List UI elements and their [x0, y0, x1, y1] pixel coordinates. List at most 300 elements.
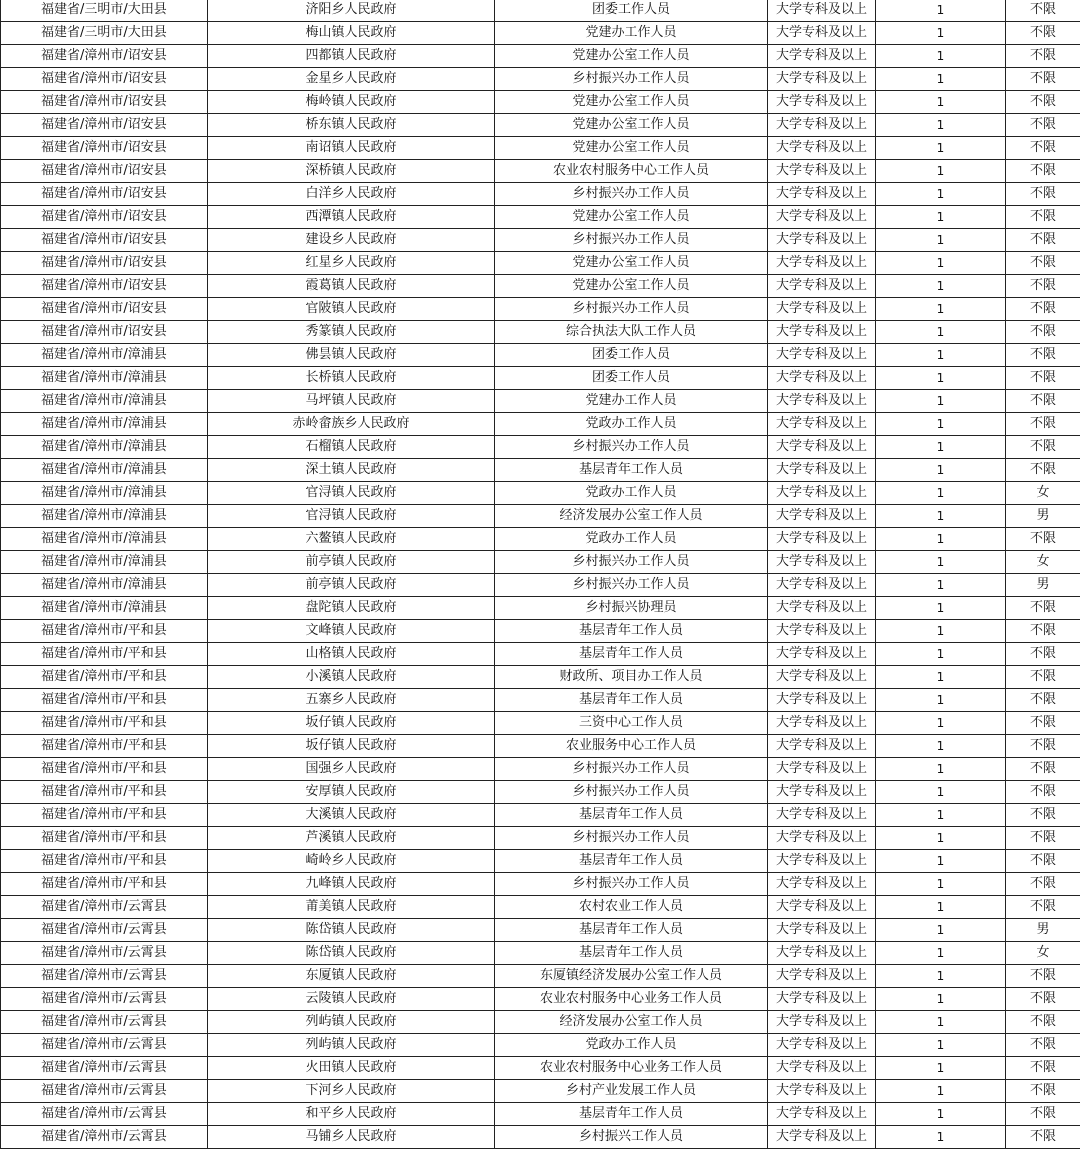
gender-cell: 不限 — [1006, 183, 1080, 206]
employer-cell: 深土镇人民政府 — [208, 459, 495, 482]
education-cell: 大学专科及以上 — [768, 229, 876, 252]
employer-cell: 深桥镇人民政府 — [208, 160, 495, 183]
gender-cell: 不限 — [1006, 298, 1080, 321]
education-cell: 大学专科及以上 — [768, 804, 876, 827]
table-row — [1, 459, 1080, 482]
region-cell: 福建省/漳州市/云霄县 — [1, 1011, 208, 1034]
gender-cell: 不限 — [1006, 390, 1080, 413]
gender-cell: 不限 — [1006, 0, 1080, 22]
table-row — [1, 781, 1080, 804]
region-cell: 福建省/漳州市/诏安县 — [1, 91, 208, 114]
education-cell: 大学专科及以上 — [768, 965, 876, 988]
gender-cell: 不限 — [1006, 988, 1080, 1011]
gender-cell: 不限 — [1006, 827, 1080, 850]
position-cell: 基层青年工作人员 — [495, 689, 768, 712]
count-cell: 1 — [876, 597, 1006, 620]
table-row — [1, 183, 1080, 206]
employer-cell: 和平乡人民政府 — [208, 1103, 495, 1126]
table-row — [1, 137, 1080, 160]
count-cell: 1 — [876, 919, 1006, 942]
table-row — [1, 873, 1080, 896]
education-cell: 大学专科及以上 — [768, 827, 876, 850]
gender-cell: 不限 — [1006, 643, 1080, 666]
table-row — [1, 1103, 1080, 1126]
education-cell: 大学专科及以上 — [768, 528, 876, 551]
education-cell: 大学专科及以上 — [768, 505, 876, 528]
position-cell: 农业农村服务中心业务工作人员 — [495, 988, 768, 1011]
employer-cell: 火田镇人民政府 — [208, 1057, 495, 1080]
position-cell: 党建办公室工作人员 — [495, 91, 768, 114]
count-cell: 1 — [876, 781, 1006, 804]
employer-cell: 秀篆镇人民政府 — [208, 321, 495, 344]
education-cell: 大学专科及以上 — [768, 298, 876, 321]
education-cell: 大学专科及以上 — [768, 1057, 876, 1080]
gender-cell: 不限 — [1006, 620, 1080, 643]
employer-cell: 桥东镇人民政府 — [208, 114, 495, 137]
education-cell: 大学专科及以上 — [768, 689, 876, 712]
employer-cell: 佛昙镇人民政府 — [208, 344, 495, 367]
position-cell: 财政所、项目办工作人员 — [495, 666, 768, 689]
region-cell: 福建省/漳州市/漳浦县 — [1, 574, 208, 597]
education-cell: 大学专科及以上 — [768, 781, 876, 804]
table-row — [1, 712, 1080, 735]
count-cell: 1 — [876, 1011, 1006, 1034]
table-row — [1, 298, 1080, 321]
gender-cell: 不限 — [1006, 597, 1080, 620]
region-cell: 福建省/漳州市/漳浦县 — [1, 551, 208, 574]
position-cell: 基层青年工作人员 — [495, 1103, 768, 1126]
education-cell: 大学专科及以上 — [768, 574, 876, 597]
gender-cell: 男 — [1006, 919, 1080, 942]
table-row — [1, 413, 1080, 436]
education-cell: 大学专科及以上 — [768, 735, 876, 758]
employer-cell: 马坪镇人民政府 — [208, 390, 495, 413]
position-cell: 乡村振兴办工作人员 — [495, 781, 768, 804]
region-cell: 福建省/漳州市/漳浦县 — [1, 528, 208, 551]
table-row — [1, 367, 1080, 390]
education-cell: 大学专科及以上 — [768, 0, 876, 22]
count-cell: 1 — [876, 873, 1006, 896]
education-cell: 大学专科及以上 — [768, 873, 876, 896]
position-cell: 经济发展办公室工作人员 — [495, 1011, 768, 1034]
table-row — [1, 574, 1080, 597]
table-row — [1, 252, 1080, 275]
region-cell: 福建省/漳州市/云霄县 — [1, 1057, 208, 1080]
region-cell: 福建省/漳州市/诏安县 — [1, 45, 208, 68]
position-cell: 团委工作人员 — [495, 344, 768, 367]
education-cell: 大学专科及以上 — [768, 206, 876, 229]
region-cell: 福建省/漳州市/平和县 — [1, 712, 208, 735]
employer-cell: 下河乡人民政府 — [208, 1080, 495, 1103]
region-cell: 福建省/漳州市/平和县 — [1, 643, 208, 666]
gender-cell: 不限 — [1006, 275, 1080, 298]
table-row — [1, 505, 1080, 528]
position-cell: 乡村振兴办工作人员 — [495, 68, 768, 91]
region-cell: 福建省/漳州市/云霄县 — [1, 1080, 208, 1103]
education-cell: 大学专科及以上 — [768, 643, 876, 666]
table-row — [1, 275, 1080, 298]
gender-cell: 不限 — [1006, 68, 1080, 91]
employer-cell: 金星乡人民政府 — [208, 68, 495, 91]
gender-cell: 不限 — [1006, 413, 1080, 436]
gender-cell: 不限 — [1006, 436, 1080, 459]
region-cell: 福建省/漳州市/诏安县 — [1, 68, 208, 91]
position-cell: 农村农业工作人员 — [495, 896, 768, 919]
table-row — [1, 160, 1080, 183]
count-cell: 1 — [876, 1057, 1006, 1080]
table-row — [1, 1126, 1080, 1149]
count-cell: 1 — [876, 827, 1006, 850]
count-cell: 1 — [876, 482, 1006, 505]
position-cell: 党建办公室工作人员 — [495, 137, 768, 160]
table-row — [1, 758, 1080, 781]
gender-cell: 不限 — [1006, 91, 1080, 114]
table-row — [1, 919, 1080, 942]
gender-cell: 不限 — [1006, 896, 1080, 919]
count-cell: 1 — [876, 735, 1006, 758]
region-cell: 福建省/漳州市/平和县 — [1, 666, 208, 689]
position-cell: 农业农村服务中心工作人员 — [495, 160, 768, 183]
employer-cell: 六鳌镇人民政府 — [208, 528, 495, 551]
table-row — [1, 735, 1080, 758]
table-row — [1, 896, 1080, 919]
region-cell: 福建省/漳州市/平和县 — [1, 781, 208, 804]
position-cell: 党建办公室工作人员 — [495, 252, 768, 275]
employer-cell: 国强乡人民政府 — [208, 758, 495, 781]
region-cell: 福建省/漳州市/漳浦县 — [1, 344, 208, 367]
region-cell: 福建省/漳州市/平和县 — [1, 620, 208, 643]
gender-cell: 不限 — [1006, 712, 1080, 735]
education-cell: 大学专科及以上 — [768, 1126, 876, 1149]
region-cell: 福建省/漳州市/云霄县 — [1, 1034, 208, 1057]
employer-cell: 云陵镇人民政府 — [208, 988, 495, 1011]
employer-cell: 南诏镇人民政府 — [208, 137, 495, 160]
table-row — [1, 321, 1080, 344]
table-row — [1, 804, 1080, 827]
position-cell: 乡村振兴办工作人员 — [495, 436, 768, 459]
gender-cell: 不限 — [1006, 22, 1080, 45]
education-cell: 大学专科及以上 — [768, 988, 876, 1011]
employer-cell: 九峰镇人民政府 — [208, 873, 495, 896]
table-row — [1, 114, 1080, 137]
region-cell: 福建省/漳州市/诏安县 — [1, 114, 208, 137]
education-cell: 大学专科及以上 — [768, 459, 876, 482]
gender-cell: 不限 — [1006, 1034, 1080, 1057]
region-cell: 福建省/漳州市/诏安县 — [1, 229, 208, 252]
gender-cell: 不限 — [1006, 252, 1080, 275]
table-row — [1, 45, 1080, 68]
position-cell: 农业农村服务中心业务工作人员 — [495, 1057, 768, 1080]
employer-cell: 坂仔镇人民政府 — [208, 712, 495, 735]
position-cell: 乡村振兴办工作人员 — [495, 298, 768, 321]
employer-cell: 安厚镇人民政府 — [208, 781, 495, 804]
count-cell: 1 — [876, 114, 1006, 137]
region-cell: 福建省/漳州市/云霄县 — [1, 1103, 208, 1126]
position-cell: 基层青年工作人员 — [495, 620, 768, 643]
region-cell: 福建省/漳州市/云霄县 — [1, 965, 208, 988]
table-row — [1, 344, 1080, 367]
position-cell: 乡村振兴办工作人员 — [495, 873, 768, 896]
position-cell: 基层青年工作人员 — [495, 804, 768, 827]
position-cell: 乡村振兴办工作人员 — [495, 183, 768, 206]
employer-cell: 东厦镇人民政府 — [208, 965, 495, 988]
count-cell: 1 — [876, 643, 1006, 666]
position-cell: 基层青年工作人员 — [495, 919, 768, 942]
position-cell: 乡村振兴办工作人员 — [495, 229, 768, 252]
employer-cell: 西潭镇人民政府 — [208, 206, 495, 229]
education-cell: 大学专科及以上 — [768, 390, 876, 413]
position-cell: 乡村振兴办工作人员 — [495, 827, 768, 850]
position-cell: 团委工作人员 — [495, 0, 768, 22]
gender-cell: 不限 — [1006, 1103, 1080, 1126]
education-cell: 大学专科及以上 — [768, 712, 876, 735]
position-cell: 基层青年工作人员 — [495, 459, 768, 482]
education-cell: 大学专科及以上 — [768, 45, 876, 68]
table-row — [1, 1011, 1080, 1034]
employer-cell: 白洋乡人民政府 — [208, 183, 495, 206]
table-row — [1, 551, 1080, 574]
position-cell: 基层青年工作人员 — [495, 643, 768, 666]
table-row — [1, 1080, 1080, 1103]
count-cell: 1 — [876, 229, 1006, 252]
region-cell: 福建省/漳州市/平和县 — [1, 758, 208, 781]
table-row — [1, 390, 1080, 413]
employer-cell: 陈岱镇人民政府 — [208, 942, 495, 965]
position-cell: 党建办公室工作人员 — [495, 275, 768, 298]
education-cell: 大学专科及以上 — [768, 1034, 876, 1057]
count-cell: 1 — [876, 689, 1006, 712]
gender-cell: 女 — [1006, 482, 1080, 505]
region-cell: 福建省/漳州市/漳浦县 — [1, 436, 208, 459]
gender-cell: 不限 — [1006, 1126, 1080, 1149]
gender-cell: 不限 — [1006, 804, 1080, 827]
count-cell: 1 — [876, 252, 1006, 275]
position-cell: 三资中心工作人员 — [495, 712, 768, 735]
gender-cell: 不限 — [1006, 321, 1080, 344]
count-cell: 1 — [876, 574, 1006, 597]
education-cell: 大学专科及以上 — [768, 1080, 876, 1103]
table-row — [1, 91, 1080, 114]
education-cell: 大学专科及以上 — [768, 666, 876, 689]
count-cell: 1 — [876, 0, 1006, 22]
count-cell: 1 — [876, 942, 1006, 965]
table-row — [1, 597, 1080, 620]
education-cell: 大学专科及以上 — [768, 114, 876, 137]
count-cell: 1 — [876, 183, 1006, 206]
region-cell: 福建省/漳州市/云霄县 — [1, 1126, 208, 1149]
gender-cell: 女 — [1006, 551, 1080, 574]
position-cell: 党政办工作人员 — [495, 482, 768, 505]
employer-cell: 莆美镇人民政府 — [208, 896, 495, 919]
position-cell: 党政办工作人员 — [495, 1034, 768, 1057]
table-row — [1, 68, 1080, 91]
count-cell: 1 — [876, 712, 1006, 735]
table-row — [1, 988, 1080, 1011]
count-cell: 1 — [876, 344, 1006, 367]
employer-cell: 大溪镇人民政府 — [208, 804, 495, 827]
table-row — [1, 229, 1080, 252]
table-row — [1, 206, 1080, 229]
gender-cell: 不限 — [1006, 344, 1080, 367]
gender-cell: 不限 — [1006, 1080, 1080, 1103]
position-cell: 乡村振兴办工作人员 — [495, 551, 768, 574]
education-cell: 大学专科及以上 — [768, 942, 876, 965]
employer-cell: 小溪镇人民政府 — [208, 666, 495, 689]
employer-cell: 列屿镇人民政府 — [208, 1034, 495, 1057]
region-cell: 福建省/漳州市/平和县 — [1, 827, 208, 850]
gender-cell: 不限 — [1006, 137, 1080, 160]
region-cell: 福建省/漳州市/漳浦县 — [1, 482, 208, 505]
education-cell: 大学专科及以上 — [768, 344, 876, 367]
table-row — [1, 620, 1080, 643]
gender-cell: 不限 — [1006, 528, 1080, 551]
table-row — [1, 942, 1080, 965]
education-cell: 大学专科及以上 — [768, 413, 876, 436]
region-cell: 福建省/漳州市/云霄县 — [1, 988, 208, 1011]
education-cell: 大学专科及以上 — [768, 91, 876, 114]
gender-cell: 不限 — [1006, 781, 1080, 804]
employer-cell: 霞葛镇人民政府 — [208, 275, 495, 298]
employer-cell: 五寨乡人民政府 — [208, 689, 495, 712]
position-cell: 经济发展办公室工作人员 — [495, 505, 768, 528]
region-cell: 福建省/漳州市/诏安县 — [1, 137, 208, 160]
count-cell: 1 — [876, 666, 1006, 689]
gender-cell: 不限 — [1006, 206, 1080, 229]
count-cell: 1 — [876, 459, 1006, 482]
region-cell: 福建省/三明市/大田县 — [1, 22, 208, 45]
education-cell: 大学专科及以上 — [768, 620, 876, 643]
count-cell: 1 — [876, 988, 1006, 1011]
count-cell: 1 — [876, 275, 1006, 298]
table-row — [1, 827, 1080, 850]
employer-cell: 芦溪镇人民政府 — [208, 827, 495, 850]
region-cell: 福建省/漳州市/漳浦县 — [1, 390, 208, 413]
count-cell: 1 — [876, 758, 1006, 781]
position-cell: 乡村产业发展工作人员 — [495, 1080, 768, 1103]
count-cell: 1 — [876, 22, 1006, 45]
region-cell: 福建省/漳州市/云霄县 — [1, 896, 208, 919]
table-row — [1, 643, 1080, 666]
position-cell: 农业服务中心工作人员 — [495, 735, 768, 758]
region-cell: 福建省/漳州市/漳浦县 — [1, 367, 208, 390]
education-cell: 大学专科及以上 — [768, 321, 876, 344]
gender-cell: 不限 — [1006, 666, 1080, 689]
gender-cell: 不限 — [1006, 229, 1080, 252]
employer-cell: 赤岭畲族乡人民政府 — [208, 413, 495, 436]
region-cell: 福建省/漳州市/云霄县 — [1, 919, 208, 942]
education-cell: 大学专科及以上 — [768, 1011, 876, 1034]
region-cell: 福建省/漳州市/漳浦县 — [1, 597, 208, 620]
gender-cell: 不限 — [1006, 873, 1080, 896]
region-cell: 福建省/漳州市/平和县 — [1, 873, 208, 896]
employer-cell: 梅山镇人民政府 — [208, 22, 495, 45]
region-cell: 福建省/漳州市/诏安县 — [1, 252, 208, 275]
table-row — [1, 1057, 1080, 1080]
education-cell: 大学专科及以上 — [768, 597, 876, 620]
position-cell: 乡村振兴办工作人员 — [495, 758, 768, 781]
position-cell: 综合执法大队工作人员 — [495, 321, 768, 344]
table-row — [1, 528, 1080, 551]
education-cell: 大学专科及以上 — [768, 1103, 876, 1126]
count-cell: 1 — [876, 551, 1006, 574]
education-cell: 大学专科及以上 — [768, 367, 876, 390]
employer-cell: 坂仔镇人民政府 — [208, 735, 495, 758]
gender-cell: 不限 — [1006, 114, 1080, 137]
count-cell: 1 — [876, 413, 1006, 436]
employer-cell: 官陂镇人民政府 — [208, 298, 495, 321]
education-cell: 大学专科及以上 — [768, 160, 876, 183]
region-cell: 福建省/漳州市/诏安县 — [1, 298, 208, 321]
employer-cell: 前亭镇人民政府 — [208, 551, 495, 574]
position-cell: 党建办工作人员 — [495, 390, 768, 413]
count-cell: 1 — [876, 620, 1006, 643]
position-cell: 党建办工作人员 — [495, 22, 768, 45]
region-cell: 福建省/漳州市/诏安县 — [1, 275, 208, 298]
table-row — [1, 22, 1080, 45]
count-cell: 1 — [876, 505, 1006, 528]
education-cell: 大学专科及以上 — [768, 183, 876, 206]
table-row — [1, 482, 1080, 505]
education-cell: 大学专科及以上 — [768, 758, 876, 781]
employer-cell: 官浔镇人民政府 — [208, 482, 495, 505]
gender-cell: 女 — [1006, 942, 1080, 965]
count-cell: 1 — [876, 896, 1006, 919]
employer-cell: 建设乡人民政府 — [208, 229, 495, 252]
region-cell: 福建省/漳州市/平和县 — [1, 804, 208, 827]
employer-cell: 红星乡人民政府 — [208, 252, 495, 275]
region-cell: 福建省/漳州市/诏安县 — [1, 160, 208, 183]
employer-cell: 梅岭镇人民政府 — [208, 91, 495, 114]
education-cell: 大学专科及以上 — [768, 22, 876, 45]
count-cell: 1 — [876, 528, 1006, 551]
count-cell: 1 — [876, 1034, 1006, 1057]
employer-cell: 济阳乡人民政府 — [208, 0, 495, 22]
region-cell: 福建省/漳州市/平和县 — [1, 689, 208, 712]
gender-cell: 不限 — [1006, 850, 1080, 873]
positions-table-body — [1, 0, 1080, 1149]
region-cell: 福建省/漳州市/漳浦县 — [1, 459, 208, 482]
count-cell: 1 — [876, 45, 1006, 68]
position-cell: 基层青年工作人员 — [495, 942, 768, 965]
position-cell: 党政办工作人员 — [495, 413, 768, 436]
employer-cell: 官浔镇人民政府 — [208, 505, 495, 528]
education-cell: 大学专科及以上 — [768, 850, 876, 873]
education-cell: 大学专科及以上 — [768, 137, 876, 160]
count-cell: 1 — [876, 965, 1006, 988]
region-cell: 福建省/漳州市/诏安县 — [1, 206, 208, 229]
position-cell: 基层青年工作人员 — [495, 850, 768, 873]
employer-cell: 马铺乡人民政府 — [208, 1126, 495, 1149]
gender-cell: 不限 — [1006, 689, 1080, 712]
employer-cell: 石榴镇人民政府 — [208, 436, 495, 459]
education-cell: 大学专科及以上 — [768, 896, 876, 919]
employer-cell: 四都镇人民政府 — [208, 45, 495, 68]
region-cell: 福建省/漳州市/诏安县 — [1, 321, 208, 344]
count-cell: 1 — [876, 321, 1006, 344]
gender-cell: 不限 — [1006, 735, 1080, 758]
employer-cell: 山格镇人民政府 — [208, 643, 495, 666]
employer-cell: 长桥镇人民政府 — [208, 367, 495, 390]
position-cell: 乡村振兴协理员 — [495, 597, 768, 620]
gender-cell: 不限 — [1006, 1011, 1080, 1034]
count-cell: 1 — [876, 390, 1006, 413]
count-cell: 1 — [876, 91, 1006, 114]
position-cell: 乡村振兴工作人员 — [495, 1126, 768, 1149]
gender-cell: 不限 — [1006, 160, 1080, 183]
count-cell: 1 — [876, 160, 1006, 183]
gender-cell: 不限 — [1006, 965, 1080, 988]
education-cell: 大学专科及以上 — [768, 919, 876, 942]
